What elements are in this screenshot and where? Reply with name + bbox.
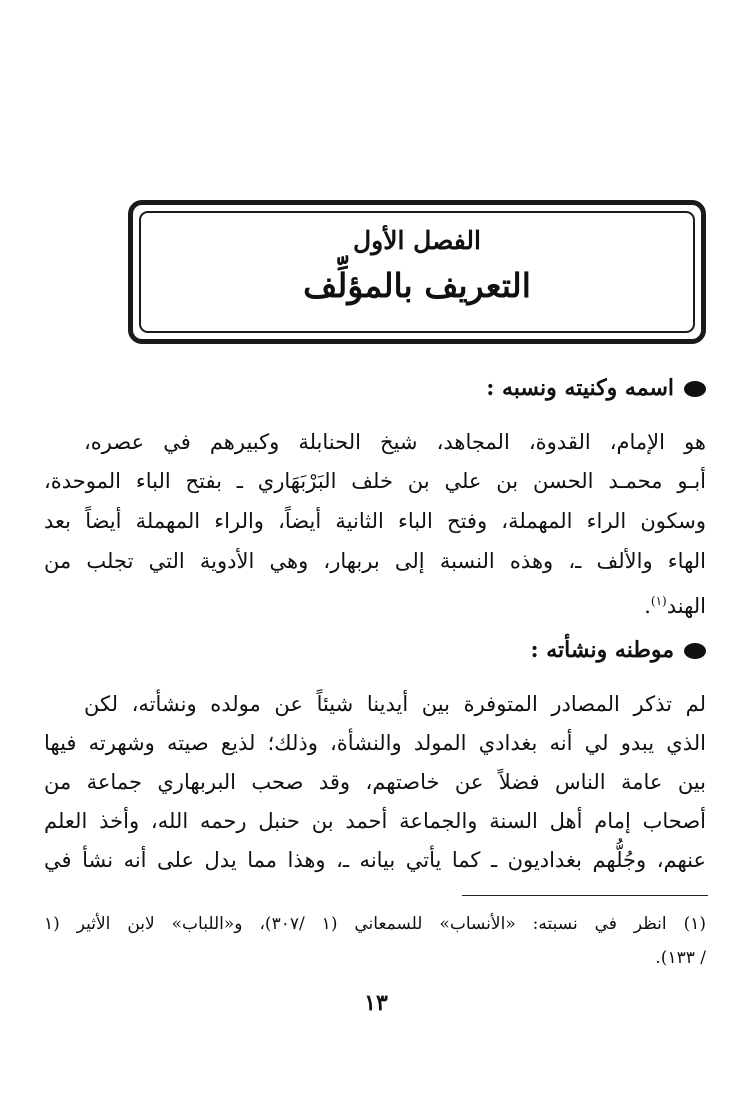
- paragraph-line: بين عامة الناس فضلاً عن خاصتهم، وقد صحب البربهاري جماعة من: [44, 770, 706, 794]
- footnote-line: (١) انظر في نسبته: «الأنساب» للسمعاني (١ /٣٠٧)، و«اللباب» لابن الأثير (١: [44, 914, 707, 934]
- section-heading-name-text: اسمه وكنيته ونسبه :: [486, 375, 674, 401]
- section-heading-origin: [46, 637, 706, 663]
- footnote-line: / ١٣٣).: [655, 948, 706, 968]
- chapter-label: الفصل الأول: [353, 226, 481, 255]
- paragraph-line-text: الهند: [666, 594, 706, 618]
- footnote-separator: [462, 895, 708, 896]
- section-heading-name: [46, 375, 706, 401]
- page-number: ١٣: [364, 990, 388, 1016]
- paragraph-line-last: [44, 581, 706, 626]
- chapter-title: التعريف بالمؤلِّف: [303, 266, 531, 305]
- paragraph-line-end: .: [644, 594, 651, 618]
- paragraph-line: أصحاب إمام أهل السنة والجماعة أحمد بن حنبل رحمه الله، وأخذ العلم: [44, 809, 706, 833]
- paragraph-line: عنهم، وجُلُّهم بغداديون ـ كما يأتي بيانه ـ، وهذا مما يدل على أنه نشأ في: [44, 848, 706, 872]
- footnote-marker: (١): [650, 594, 667, 608]
- paragraph-line: الذي يبدو لي أنه بغدادي المولد والنشأة، وذلك؛ لذيع صيته وشهرته فيها: [44, 731, 706, 755]
- section-heading-origin-text: موطنه ونشأته :: [530, 637, 674, 663]
- paragraph-line: وسكون الراء المهملة، وفتح الباء الثانية أيضاً، والراء المهملة أيضاً بعد: [44, 509, 706, 533]
- bullet-icon: [684, 381, 706, 397]
- bullet-icon: [684, 643, 706, 659]
- paragraph-line: أبـو محمـد الحسن بن علي بن خلف البَرْبَهَاري ـ بفتح الباء الموحدة،: [44, 469, 706, 493]
- paragraph-line: هو الإمام، القدوة، المجاهد، شيخ الحنابلة وكبيرهم في عصره،: [84, 430, 706, 454]
- paragraph-line: لم تذكر المصادر المتوفرة بين أيدينا شيئاً عن مولده ونشأته، لكن: [84, 692, 706, 716]
- paragraph-line: الهاء والألف ـ، وهذه النسبة إلى بربهار، وهي الأدوية التي تجلب من: [44, 549, 706, 573]
